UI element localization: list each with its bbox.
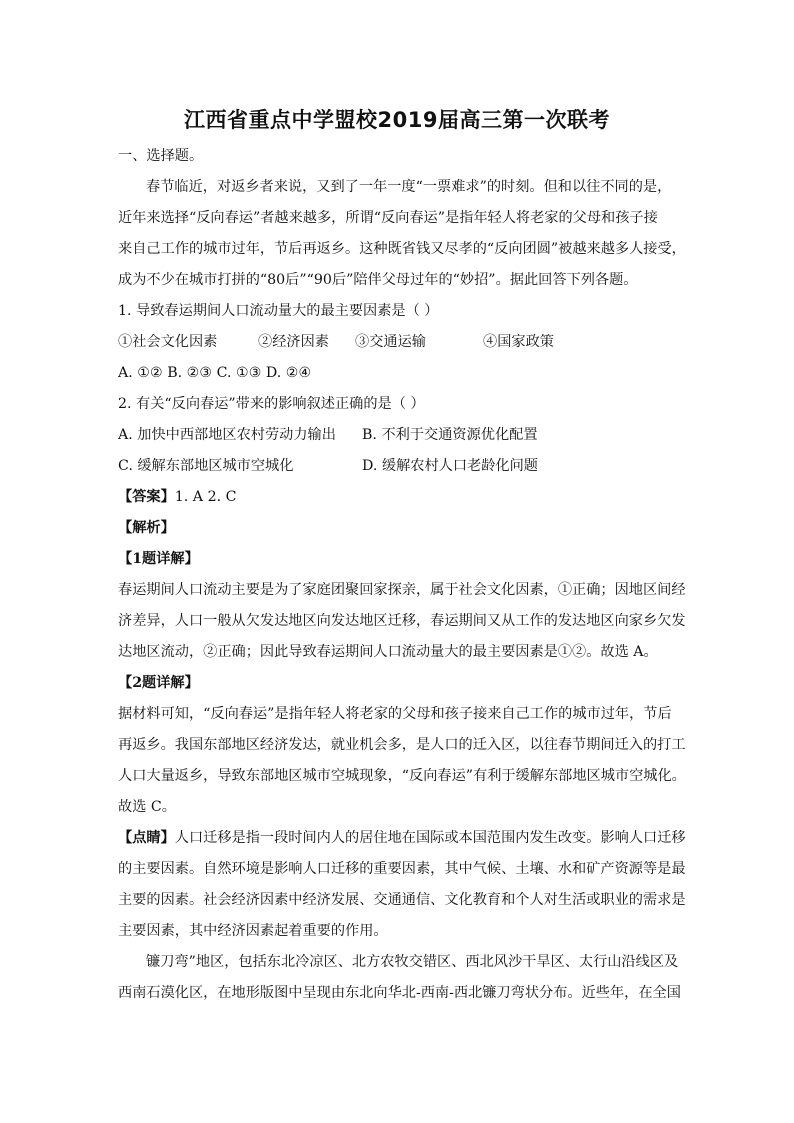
para2-line-1: 镰刀弯”地区，包括东北冷凉区、北方农牧交错区、西北风沙干旱区、太行山沿线区及 xyxy=(146,954,679,970)
q1-item-3: ③交通运输 xyxy=(355,334,426,350)
question-2-row-1 xyxy=(118,425,688,445)
question-1-stem: 1. 导致春运期间人口流动量大的最主要因素是（ ） xyxy=(118,303,439,319)
answer-text: 1. A 2. C xyxy=(174,489,237,505)
intro-line-3: 来自己工作的城市过年，节后再返乡。这种既省钱又尽孝的“反向团圆”被越来越多人接受， xyxy=(118,241,686,257)
dianjing-label: 【点睛】 xyxy=(118,830,175,846)
detail-1-line-2: 济差异，人口一般从欠发达地区向发达地区迁移，春运期间又从工作的发达地区向家乡欠发 xyxy=(118,613,686,629)
dianjing-text-1: 人口迁移是指一段时间内人的居住地在国际或本国范围内发生改变。影响人口迁移 xyxy=(174,830,686,846)
q2-option-b: B. 不利于交通资源优化配置 xyxy=(362,427,538,443)
answer-line xyxy=(118,487,688,507)
q1-item-4: ④国家政策 xyxy=(483,334,554,350)
dianjing-line-1 xyxy=(118,828,688,848)
para2-line-2: 西南石漠化区，在地形版图中呈现由东北向华北-西南-西北镰刀弯状分布。近些年，在全国 xyxy=(118,985,681,1001)
detail-2-line-2: 再返乡。我国东部地区经济发达，就业机会多，是人口的迁入区，以往春节期间迁入的打工 xyxy=(118,737,686,753)
q1-item-1: ①社会文化因素 xyxy=(118,334,218,350)
intro-line-2: 近年来选择“反向春运”者越来越多，所谓“反向春运”是指年轻人将老家的父母和孩子接 xyxy=(118,210,658,226)
document-title: 江西省重点中学盟校2019届高三第一次联考 xyxy=(184,108,610,132)
intro-line-1: 春节临近，对返乡者来说，又到了一年一度“一票难求”的时刻。但和以往不同的是， xyxy=(146,179,672,195)
q2-option-d: D. 缓解农村人口老龄化问题 xyxy=(362,458,538,474)
dianjing-line-3: 主要的因素。社会经济因素中经济发展、交通通信、文化教育和个人对生活或职业的需求是 xyxy=(118,892,686,908)
intro-line-4: 成为不少在城市打拼的“80后”“90后”陪伴父母过年的“妙招”。据此回答下列各题。 xyxy=(118,272,638,288)
q2-option-c: C. 缓解东部地区城市空城化 xyxy=(118,458,294,474)
dianjing-line-4: 主要因素，其中经济因素起着重要的作用。 xyxy=(118,923,388,939)
analysis-label: 【解析】 xyxy=(118,520,175,536)
detail-1-line-3: 达地区流动，②正确；因此导致春运期间人口流动量大的最主要因素是①②。故选 A。 xyxy=(118,644,658,660)
detail-2-line-3: 人口大量返乡，导致东部地区城市空城现象，“反向春运”有利于缓解东部地区城市空城化。 xyxy=(118,768,686,784)
detail-2-line-1: 据材料可知，“反向春运”是指年轻人将老家的父母和孩子接来自己工作的城市过年，节后 xyxy=(118,706,672,722)
answer-label: 【答案】 xyxy=(118,489,175,505)
detail-1-line-1: 春运期间人口流动主要是为了家庭团聚回家探亲，属于社会文化因素，①正确；因地区间经 xyxy=(118,582,686,598)
detail-1-label: 【1题详解】 xyxy=(118,551,199,567)
dianjing-line-2: 的主要因素。自然环境是影响人口迁移的重要因素，其中气候、土壤、水和矿产资源等是最 xyxy=(118,861,686,877)
detail-2-label: 【2题详解】 xyxy=(118,675,199,691)
detail-2-line-4: 故选 C。 xyxy=(118,799,176,815)
question-2-row-2 xyxy=(118,456,688,476)
q2-option-a: A. 加快中西部地区农村劳动力输出 xyxy=(118,427,336,443)
q1-item-2: ②经济因素 xyxy=(258,334,329,350)
question-1-items xyxy=(118,332,688,352)
question-2-stem: 2. 有关“反向春运”带来的影响叙述正确的是（ ） xyxy=(118,396,425,412)
section-heading: 一、选择题。 xyxy=(118,148,204,164)
question-1-choices: A. ①② B. ②③ C. ①③ D. ②④ xyxy=(118,365,312,381)
